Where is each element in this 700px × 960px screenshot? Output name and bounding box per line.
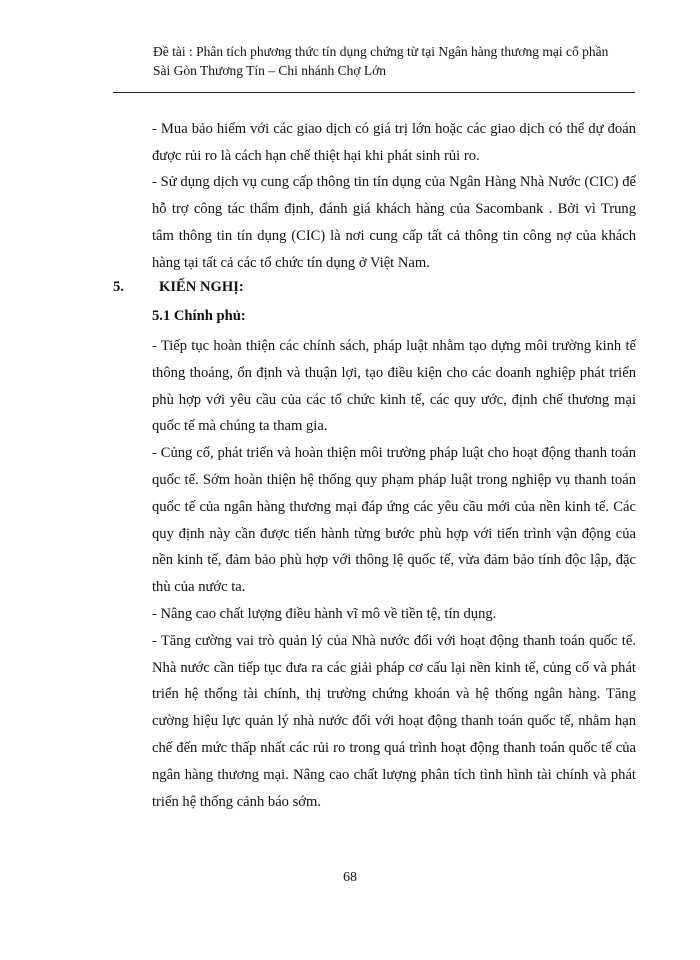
paragraph-insurance: - Mua bảo hiểm với các giao dịch có giá trị lớn hoặc các giao dịch có thể dự đoán được rủi ro là cách hạn chế thiệt hại khi phát sinh rủi ro. xyxy=(152,121,636,164)
paragraph-legal: - Củng cố, phát triển và hoàn thiện môi trường pháp luật cho hoạt động thanh toán quốc tế. Sớm hoàn thiện hệ thống quy phạm pháp luật trong nghiệp vụ thanh toán quốc tế của ngân hàng thương mại đáp ứng các yêu cầu mới của nền kinh tế. Các quy định này cần được tiến hành từng bước phù hợp với tiến trình vận động của nền kinh tế, đảm bảo phù hợp với thông lệ quốc tế, vừa đảm bảo tính độc lập, đặc thù của nước ta. xyxy=(152,445,636,596)
intro-text xyxy=(152,116,636,276)
paragraph-cic: - Sử dụng dịch vụ cung cấp thông tin tín dụng của Ngân Hàng Nhà Nước (CIC) để hỗ trợ công tác thẩm định, đánh giá khách hàng của Sacombank . Bởi vì Trung tâm thông tin tín dụng (CIC) là nơi cung cấp tất cả thông tin công nợ của khách hàng tại tất cả các tổ chức tín dụng ở Việt Nam. xyxy=(152,174,636,271)
section-title: KIẾN NGHỊ: xyxy=(159,279,244,295)
paragraph-macro: - Nâng cao chất lượng điều hành vĩ mô về tiền tệ, tín dụng. xyxy=(152,605,497,622)
section-number: 5. xyxy=(113,279,124,295)
page-header xyxy=(153,42,633,80)
header-line-1: Đề tài : Phân tích phương thức tín dụng chứng từ tại Ngân hàng thương mại cổ phần xyxy=(153,44,609,59)
page-number: 68 xyxy=(343,870,357,885)
paragraph-state-role: - Tăng cường vai trò quản lý của Nhà nước đối với hoạt động thanh toán quốc tế. Nhà nước cần tiếp tục đưa ra các giải pháp cơ cấu lại nền kinh tế, củng cố và phát triển hệ thống tài chính, thị trường chứng khoán và hệ thống ngân hàng. Tăng cường hiệu lực quản lý nhà nước đối với hoạt động thanh toán quốc tế, nhằm hạn chế đến mức thấp nhất các rủi ro trong quá trình hoạt động thanh toán quốc tế của ngân hàng thương mại. Nâng cao chất lượng phân tích tình hình tài chính và phát triển hệ thống cảnh báo sớm. xyxy=(152,632,636,810)
subsection-title: 5.1 Chính phủ: xyxy=(152,308,246,324)
recommendations-text xyxy=(152,333,636,815)
header-line-2: Sài Gòn Thương Tín – Chi nhánh Chợ Lớn xyxy=(153,63,386,78)
paragraph-policy: - Tiếp tục hoàn thiện các chính sách, pháp luật nhằm tạo dựng môi trường kinh tế thông thoáng, ổn định và thuận lợi, tạo điều kiện cho các doanh nghiệp phát triển phù hợp với yêu cầu của các tổ chức kinh tế, các quy ước, định chế thương mại quốc tế mà chúng ta tham gia. xyxy=(152,338,636,435)
header-divider xyxy=(113,92,635,93)
